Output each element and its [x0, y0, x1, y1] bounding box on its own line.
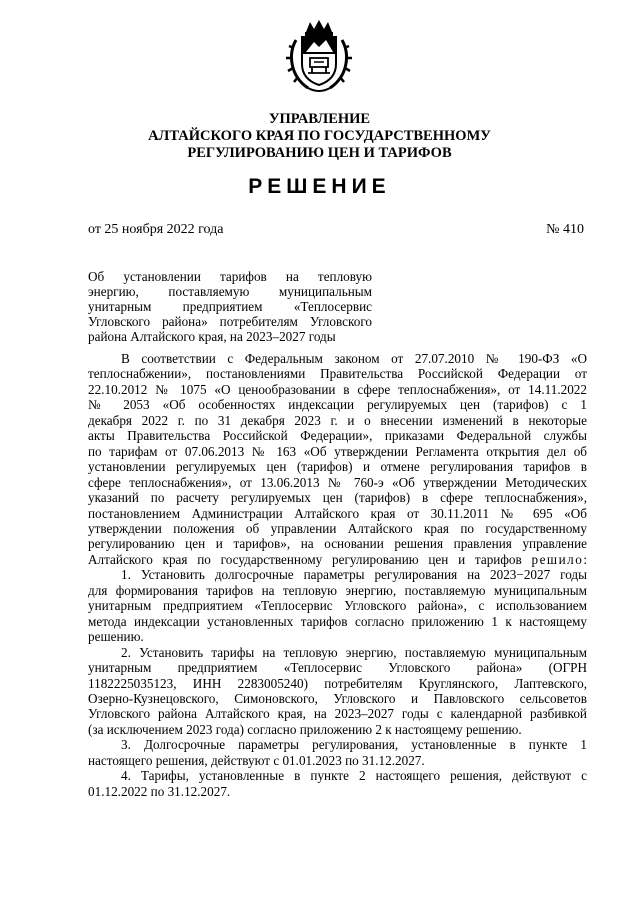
subject-line: Об установлении тарифов на тепловую [88, 269, 372, 284]
body-line: декабря 2022 г. по 31 декабря 2023 г. и о внесении изменений в некоторые [88, 412, 587, 428]
body-line: 1. Установить долгосрочные параметры регулирования на 2023−2027 годы [121, 567, 587, 583]
body-line: № 2053 «Об особенностях индексации регулируемых цен (тарифов) с 1 [88, 397, 587, 413]
body-line: настоящего решения, действуют с 01.01.2023 по 31.12.2027. [88, 752, 425, 768]
subject-line: унитарным предприятием «Теплосервис [88, 299, 372, 314]
body-line: Угловского района Алтайского края, на 2023–2027 годы с календарной разбивкой [88, 706, 587, 722]
resolved-word: решило [531, 551, 584, 567]
agency-name [0, 111, 639, 162]
body-line: метода индексации установленных тарифов согласно приложению 1 к настоящему [88, 613, 587, 629]
body-line: по тарифам от 07.06.2013 № 163 «Об утверждении Регламента открытия дел об [88, 443, 587, 459]
agency-line: УПРАВЛЕНИЕ [268, 111, 371, 127]
body-line: унитарным предприятием «Теплосервис Угловского района», с использованием [88, 598, 587, 614]
document-number: № 410 [546, 222, 584, 237]
document-body [88, 351, 587, 799]
body-line: 01.12.2022 по 31.12.2027. [88, 783, 231, 799]
body-line: 2. Установить тарифы на тепловую энергию, поставляемую муниципальным [121, 644, 587, 660]
body-line: 3. Долгосрочные параметры регулирования, установленные в пункте 1 [121, 737, 587, 753]
document-title: РЕШЕНИЕ [248, 175, 391, 198]
altai-krai-coat-of-arms-icon [284, 18, 354, 98]
agency-line: АЛТАЙСКОГО КРАЯ ПО ГОСУДАРСТВЕННОМУ [148, 128, 491, 144]
body-line: Озерно-Кузнецовского, Симоновского, Угловского и Павловского сельсоветов [88, 690, 587, 706]
body-line: В соответствии с Федеральным законом от 27.07.2010 № 190-ФЗ «О [121, 351, 587, 366]
body-line: регулированию цен и тарифов», на основании решения правления управление [88, 536, 587, 552]
body-line: решению. [88, 629, 144, 645]
body-line: постановлением Администрации Алтайского края от 30.11.2011 № 695 «Об [88, 505, 587, 521]
body-line: указаний по расчету регулируемых цен (тарифов) в сфере теплоснабжения», [88, 490, 587, 506]
body-line: Алтайского края по государственному регулированию цен и тарифов [88, 551, 522, 567]
body-line: 1182225035123, ИНН 2283005240) потребителям Круглянского, Лаптевского, [88, 675, 587, 691]
body-line: утверждении положения об управлении Алтайского края по государственному [88, 520, 587, 536]
body-line: установлении регулируемых цен (тарифов) и отмене регулирования тарифов в [88, 459, 587, 475]
subject-line: энергию, поставляемую муниципальным [88, 284, 372, 299]
agency-line: РЕГУЛИРОВАНИЮ ЦЕН И ТАРИФОВ [187, 145, 452, 161]
body-line: (за исключением 2023 года) согласно приложению 2 к настоящему решению. [88, 721, 522, 737]
body-line: 22.10.2012 № 1075 «О ценообразовании в сфере теплоснабжения», от 14.11.2022 [88, 381, 587, 397]
body-line: теплоснабжении», постановлениями Правительства Российской Федерации от [88, 366, 587, 382]
body-line: сфере теплоснабжения», от 13.06.2013 № 760-э «Об утверждении Методических [88, 474, 587, 490]
body-line: 4. Тарифы, установленные в пункте 2 настоящего решения, действуют с [121, 768, 587, 784]
body-line: для формирования тарифов на тепловую энергию, поставляемую муниципальным [88, 582, 587, 598]
body-line: акты Правительства Российской Федерации», приказами Федеральной службы [88, 428, 587, 444]
document-subject [88, 269, 372, 344]
body-line: унитарным предприятием «Теплосервис Угловского района» (ОГРН [88, 660, 587, 676]
body-line-resolution: Алтайского края по государственному регулированию цен и тарифов решило: [88, 551, 587, 567]
document-date: от 25 ноября 2022 года [88, 222, 224, 237]
subject-line: района Алтайского края, на 2023–2027 годы [88, 329, 336, 344]
subject-line: Угловского района» потребителям Угловского [88, 314, 372, 329]
